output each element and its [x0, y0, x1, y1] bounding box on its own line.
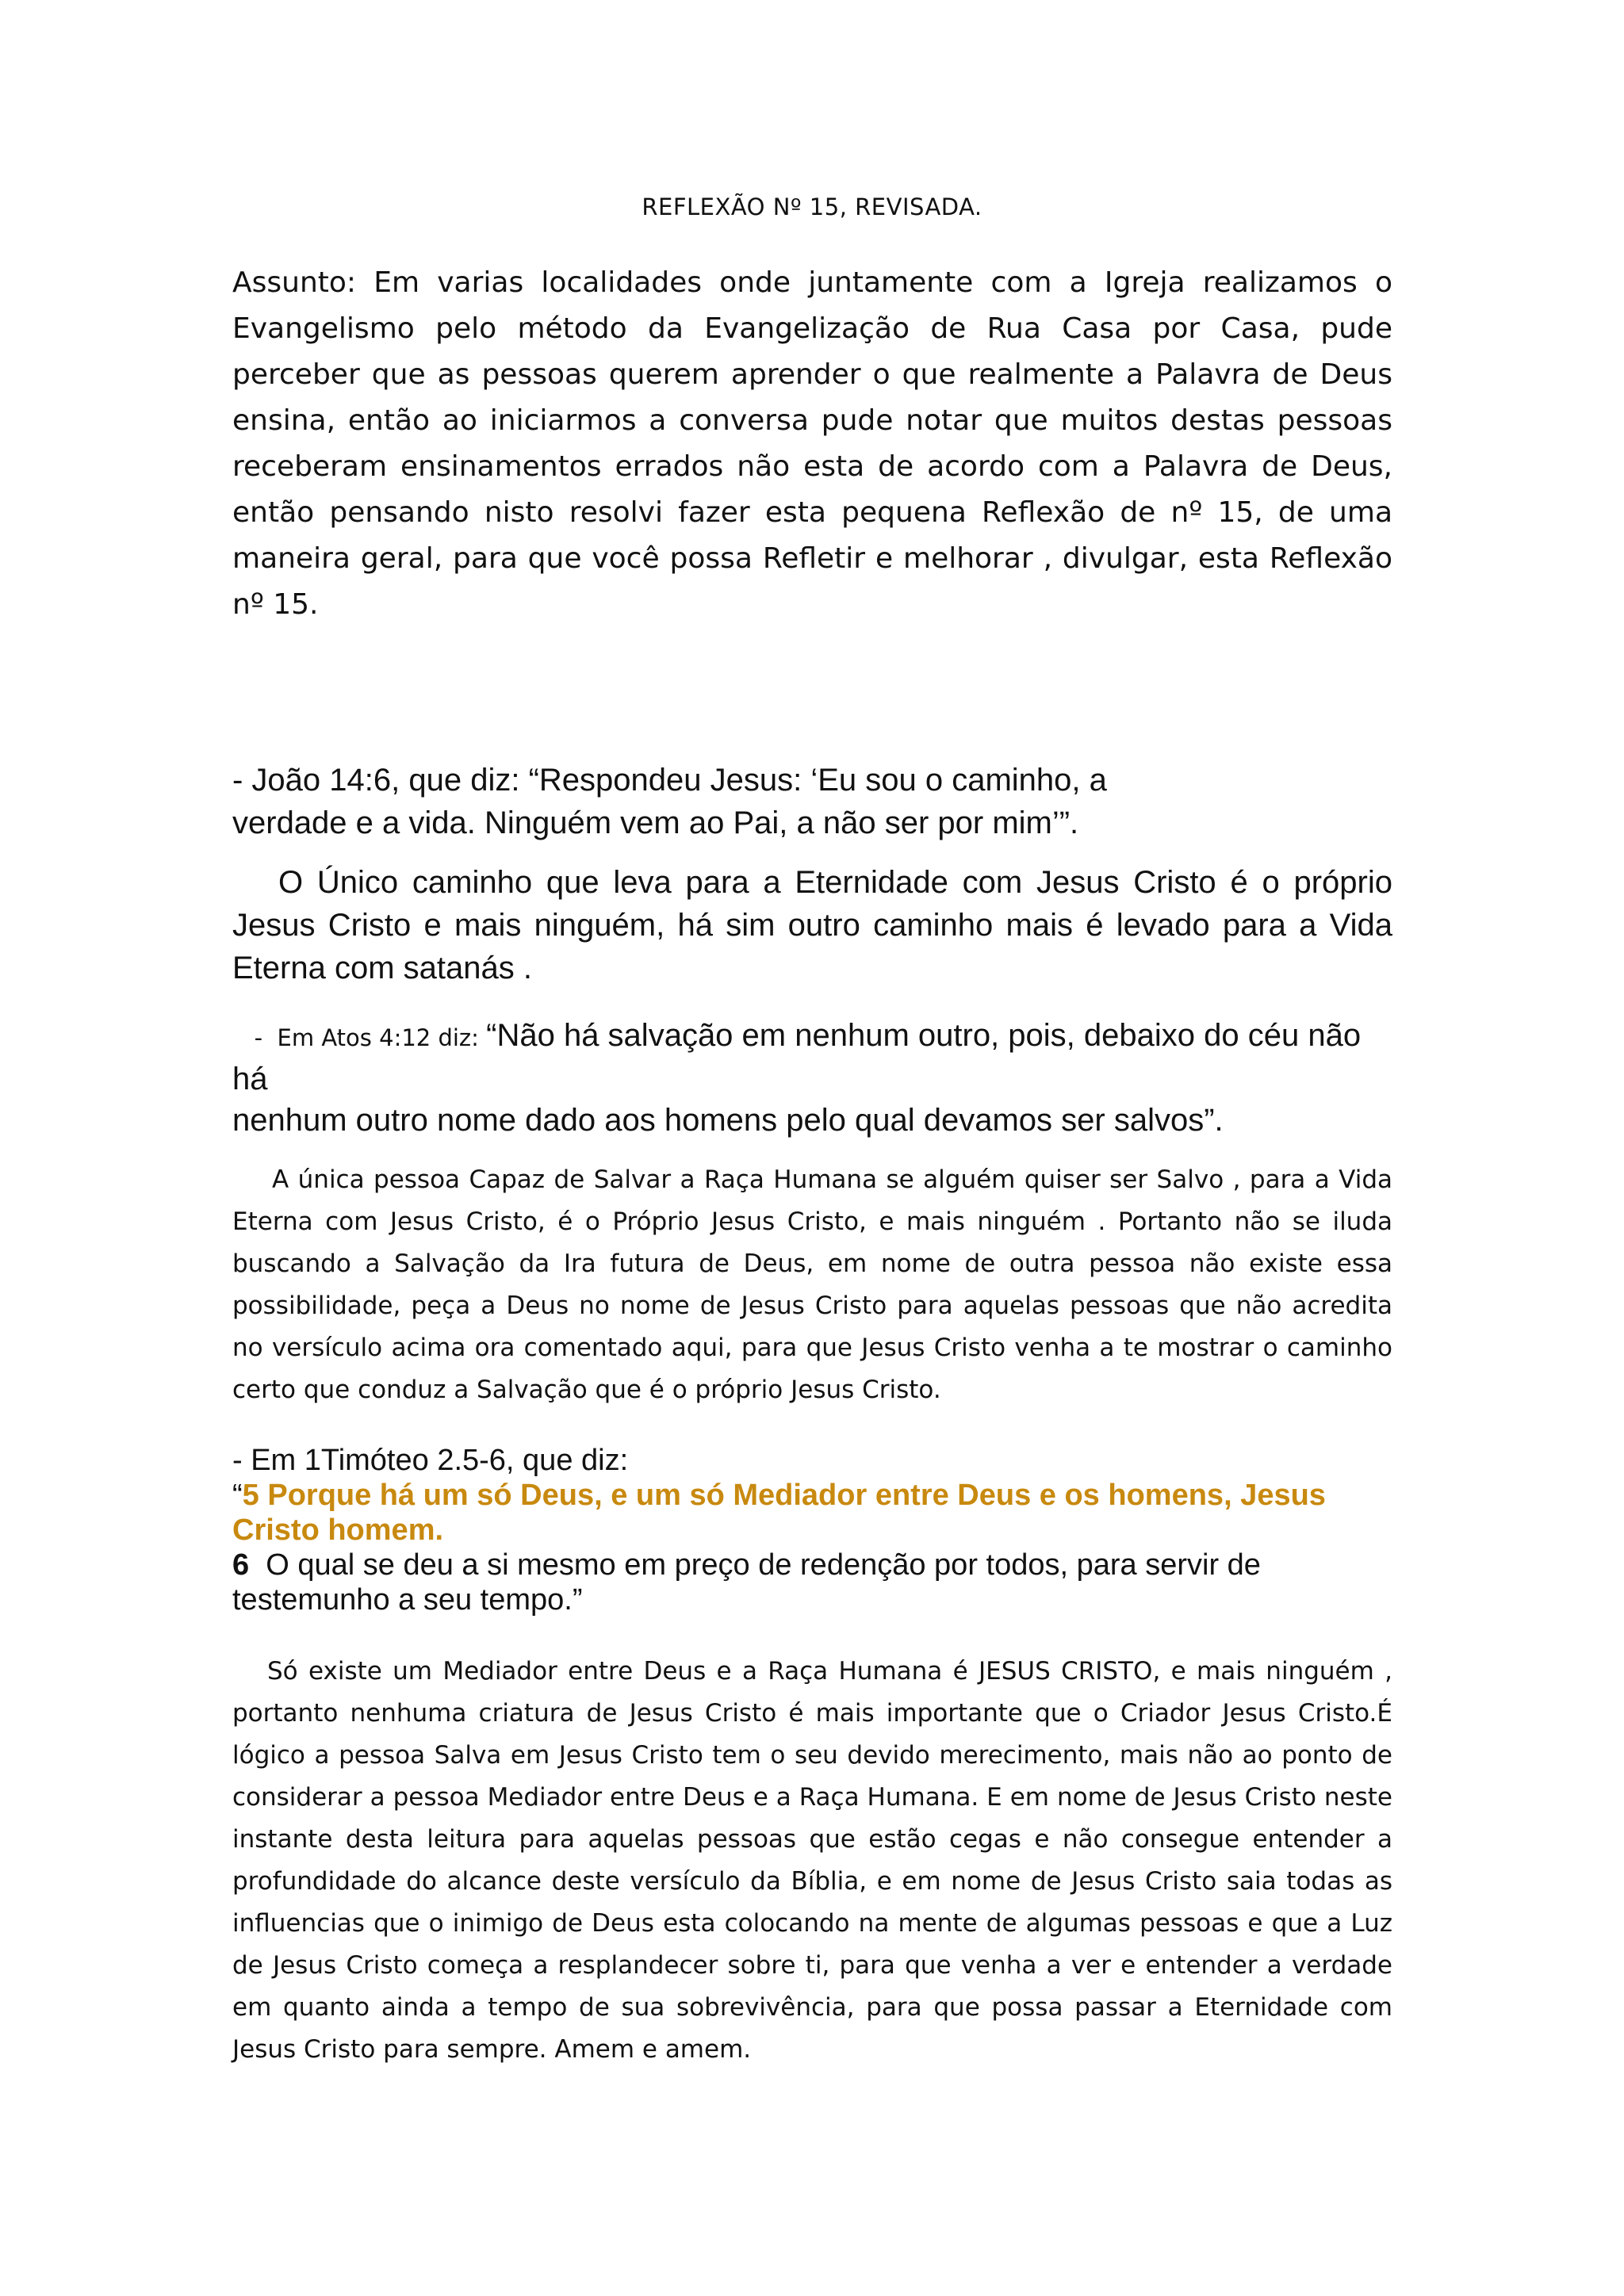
- quote-1-timothy-2-5-6: [232, 1443, 1392, 1617]
- document-title: REFLEXÃO Nº 15, REVISADA.: [642, 193, 982, 220]
- paragraph-mediator: Só existe um Mediador entre Deus e a Raça Humana é JESUS CRISTO, e mais ninguém , portanto nenhuma criatura de Jesus Cristo é mais importante que o Criador Jesus Cristo.É lógico a pessoa Salva em Jesus Cristo tem o seu devido merecimento, mais não ao ponto de considerar a pessoa Mediador entre Deus e a Raça Humana. E em nome de Jesus Cristo neste instante desta leitura para aquelas pessoas que estão cegas e não consegue entender a profundidade do alcance deste versículo da Bíblia, e em nome de Jesus Cristo saia todas as influencias que o inimigo de Deus esta colocando na mente de algumas pessoas e que a Luz de Jesus Cristo começa a resplandecer sobre ti, para que venha a ver e entender a verdade em quanto ainda a tempo de sua sobrevivência, para que possa passar a Eternidade com Jesus Cristo para sempre. Amem e amem.: [232, 1657, 1392, 2064]
- quote-john-line-2: verdade e a vida. Ninguém vem ao Pai, a não ser por mim’”.: [232, 806, 1079, 840]
- quote-timothy-reference: - Em 1Timóteo 2.5-6, que diz:: [232, 1444, 629, 1477]
- quote-timothy-verse-5: 5 Porque há um só Deus, e um só Mediador entre Deus e os homens, Jesus Cristo homem.: [232, 1479, 1326, 1547]
- paragraph-only-way: O Único caminho que leva para a Eternidade com Jesus Cristo é o próprio Jesus Cristo e mais ninguém, há sim outro caminho mais é levado para a Vida Eterna com satanás .: [232, 865, 1392, 985]
- quote-timothy-verse-6-text: O qual se deu a si mesmo em preço de redenção por todos, para servir de testemunho a seu tempo.”: [232, 1548, 1270, 1617]
- quote-john-line-1: - João 14:6, que diz: “Respondeu Jesus: ‘Eu sou o caminho, a: [232, 763, 1107, 798]
- quote-acts-4-12: [232, 1015, 1392, 1141]
- paragraph-subject: Assunto: Em varias localidades onde juntamente com a Igreja realizamos o Evangelismo pelo método da Evangelização de Rua Casa por Casa, pude perceber que as pessoas querem aprender o que realmente a Palavra de Deus ensina, então ao iniciarmos a conversa pude notar que muitos destas pessoas receberam ensinamentos errados não esta de acordo com a Palavra de Deus, então pensando nisto resolvi fazer esta pequena Reflexão de nº 15, de uma maneira geral, para que você possa Refletir e melhorar , divulgar, esta Reflexão nº 15.: [232, 266, 1392, 621]
- quote-timothy-verse-6-number: 6: [232, 1548, 250, 1582]
- quote-acts-text-2: nenhum outro nome dado aos homens pelo qual devamos ser salvos”.: [232, 1103, 1224, 1138]
- quote-john-14-6: [232, 759, 1392, 844]
- quote-acts-reference: - Em Atos 4:12 diz:: [232, 1024, 487, 1051]
- quote-timothy-open-mark: “: [232, 1479, 243, 1512]
- quote-acts-text-1: “Não há salvação em nenhum outro, pois, debaixo do céu não há: [232, 1018, 1362, 1096]
- paragraph-salvation: A única pessoa Capaz de Salvar a Raça Humana se alguém quiser ser Salvo , para a Vida Eterna com Jesus Cristo, é o Próprio Jesus Cristo, e mais ninguém . Portanto não se iluda buscando a Salvação da Ira futura de Deus, em nome de outra pessoa não existe essa possibilidade, peça a Deus no nome de Jesus Cristo para aquelas pessoas que não acredita no versículo acima ora comentado aqui, para que Jesus Cristo venha a te mostrar o caminho certo que conduz a Salvação que é o próprio Jesus Cristo.: [232, 1165, 1392, 1404]
